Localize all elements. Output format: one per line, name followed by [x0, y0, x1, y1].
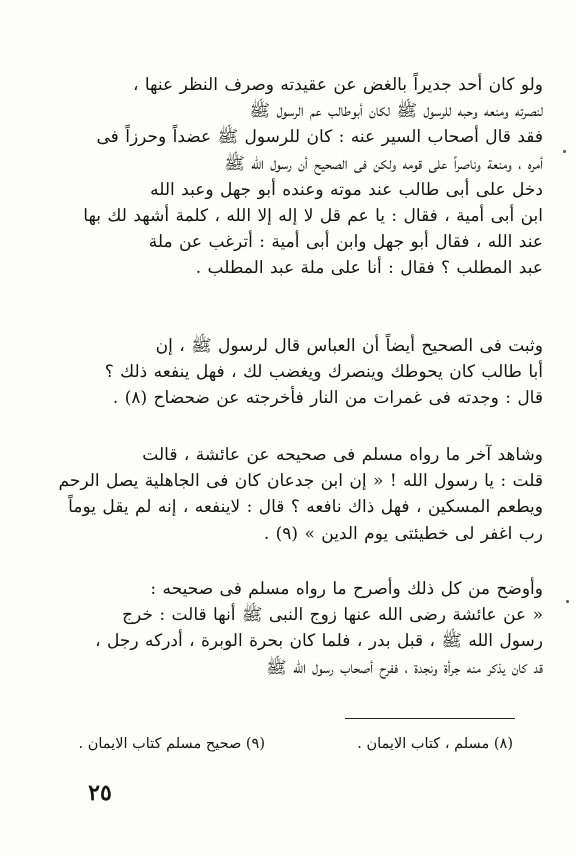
paragraph-3	[30, 442, 543, 547]
text-line: رب اغفر لى خطيئتى يوم الدين » (٩) .	[263, 523, 543, 544]
text-line: ويطعم المسكين ، فهل ذاك نافعه ؟ قال : لاينفعه ، إنه لم يقل يوماً	[68, 497, 543, 518]
footnote-9: (٩) صحيح مسلم كتاب الايمان .	[78, 736, 265, 752]
text-line: أمره ، ومنعة وناصراً على قومه ولكن فى الصحيح أن رسول الله ﷺ	[224, 153, 543, 174]
text-line: وأوضح من كل ذلك وأصرح ما رواه مسلم فى صحيحه :	[150, 579, 543, 599]
paragraph-2	[30, 333, 543, 412]
margin-speck	[566, 600, 569, 603]
text-line: لنصرته ومنعه وحبه للرسول ﷺ لكان أبوطالب عم الرسول ﷺ	[249, 101, 543, 122]
text-line: قلت : يا رسول الله ! « إن ابن جدعان كان فى الجاهلية يصل الرحم	[58, 471, 543, 492]
text-line: عبد المطلب ؟ فقال : أنا على ملة عبد المطلب .	[195, 258, 543, 279]
text-line: قد كان يذكر منه جرأة ونجدة ، ففرح أصحاب رسول الله ﷺ	[266, 657, 543, 678]
text-line: وثبت فى الصحيح أيضاً أن العباس قال لرسول ﷺ ، إن	[155, 336, 543, 356]
text-line: دخل على أبى طالب عند موته وعنده أبو جهل وعبد الله	[150, 179, 543, 200]
text-line: قال : وجدته فى غمرات من النار فأخرجته عن ضحضاح (٨) .	[112, 388, 543, 409]
footnote-divider	[345, 718, 515, 719]
text-line: ولو كان أحد جديراً بالغض عن عقيدته وصرف النظر عنها ،	[132, 75, 543, 95]
margin-speck	[563, 150, 566, 153]
page-number: ٢٥	[88, 780, 112, 806]
text-line: عند الله ، فقال أبو جهل وابن أبى أمية : أترغب عن ملة	[148, 232, 543, 253]
footnote-8: (٨) مسلم ، كتاب الايمان .	[357, 736, 513, 752]
paragraph-4	[30, 576, 543, 681]
text-line: وشاهد آخر ما رواه مسلم فى صحيحه عن عائشة ، قالت	[142, 445, 543, 465]
text-line: رسول الله ﷺ ، قبل بدر ، فلما كان بحرة الوبرة ، أدركه رجل ،	[95, 631, 543, 652]
text-line: أبا طالب كان يحوطك وينصرك ويغضب لك ، فهل ينفعه ذلك ؟	[104, 362, 543, 383]
text-line: « عن عائشة رضى الله عنها زوج النبى ﷺ أنها قالت : خرج	[122, 605, 543, 626]
text-line: ابن أبى أمية ، فقال : يا عم قل لا إله إلا الله ، كلمة أشهد لك بها	[83, 206, 543, 227]
text-line: فقد قال أصحاب السير عنه : كان للرسول ﷺ عضداً وحرزاً فى	[96, 127, 543, 148]
paragraph-1	[30, 72, 543, 282]
